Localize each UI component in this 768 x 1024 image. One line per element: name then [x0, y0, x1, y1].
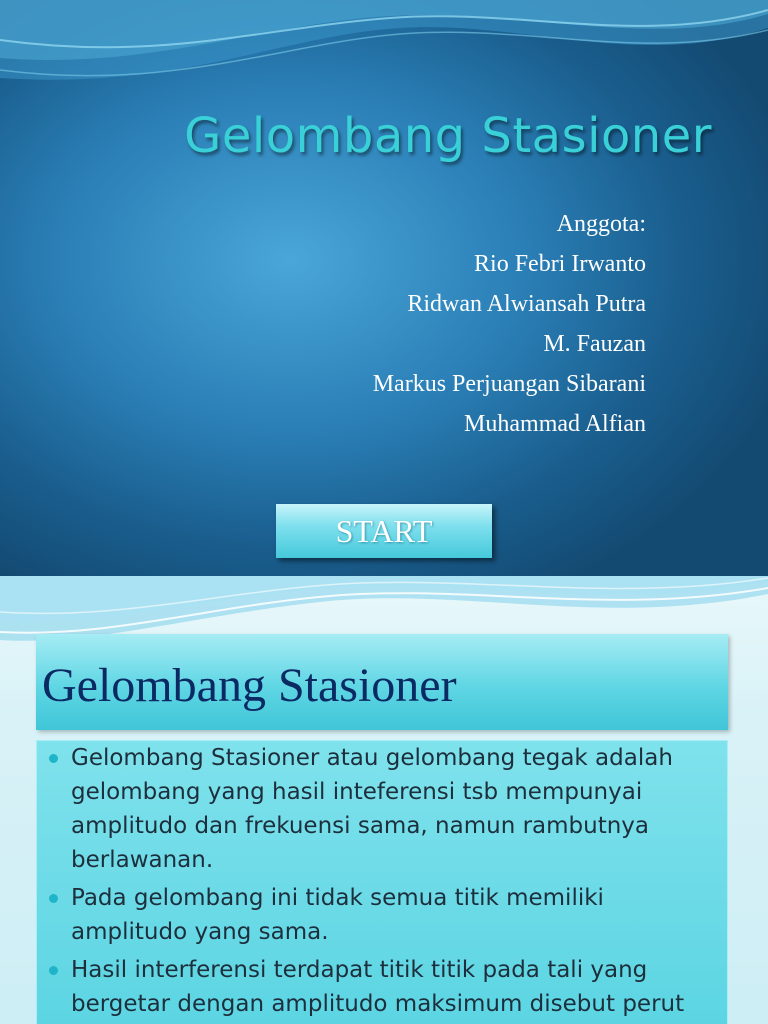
bullet-item: [37, 741, 723, 877]
bullet-list: [37, 741, 727, 1021]
bullet-icon: [49, 966, 58, 975]
members-heading: Anggota:: [556, 211, 646, 237]
title-box: [36, 634, 728, 730]
content-box: [36, 740, 728, 1024]
bullet-icon: [49, 754, 58, 763]
bullet-text: gelombang yang hasil inteferensi tsb mempunyai: [71, 779, 643, 805]
bullet-text: amplitudo yang sama.: [71, 919, 329, 945]
bullet-icon: [49, 894, 58, 903]
member-list: [373, 204, 646, 444]
member-name: Markus Perjuangan Sibarani: [372, 371, 646, 397]
slide-title: Gelombang Stasioner: [184, 108, 712, 164]
bullet-text: berlawanan.: [71, 847, 214, 873]
content-slide: [0, 576, 768, 1024]
wave-decoration: [0, 0, 768, 100]
bullet-text: amplitudo dan frekuensi sama, namun rambutnya: [71, 813, 650, 839]
bullet-text: bergetar dengan amplitudo maksimum disebut perut: [71, 991, 685, 1017]
slide-title: Gelombang Stasioner: [42, 659, 457, 712]
member-name: Rio Febri Irwanto: [474, 251, 646, 277]
bullet-item: [37, 881, 723, 949]
bullet-text: Hasil interferensi terdapat titik titik pada tali yang: [71, 957, 648, 983]
start-button[interactable]: START: [276, 504, 492, 558]
member-name: M. Fauzan: [543, 331, 646, 357]
bullet-item: [37, 953, 723, 1021]
member-name: Muhammad Alfian: [464, 411, 646, 437]
bullet-text: Gelombang Stasioner atau gelombang tegak adalah: [71, 745, 673, 771]
member-name: Ridwan Alwiansah Putra: [407, 291, 646, 317]
bullet-text: Pada gelombang ini tidak semua titik memiliki: [71, 885, 604, 911]
